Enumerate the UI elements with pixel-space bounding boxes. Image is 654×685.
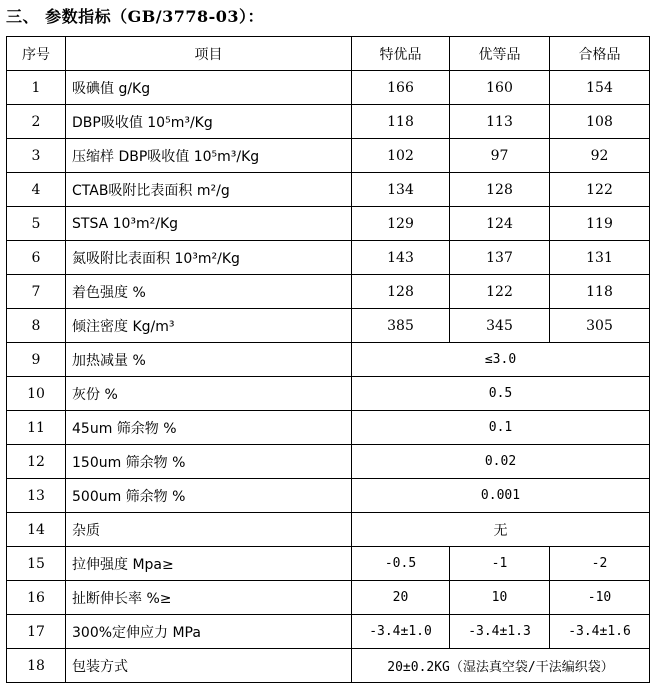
row-seq: 9 <box>7 343 66 377</box>
value-merged: 20±0.2KG（湿法真空袋/干法编织袋） <box>352 649 650 683</box>
value-qualified: 118 <box>550 275 650 309</box>
value-qualified: -2 <box>550 547 650 581</box>
value-superior: 137 <box>450 241 550 275</box>
row-item: 加热减量 % <box>66 343 352 377</box>
row-seq: 2 <box>7 105 66 139</box>
value-qualified: -3.4±1.6 <box>550 615 650 649</box>
table-row <box>7 343 650 377</box>
row-seq: 3 <box>7 139 66 173</box>
row-seq: 14 <box>7 513 66 547</box>
row-item: 倾注密度 Kg/m³ <box>66 309 352 343</box>
table-row <box>7 445 650 479</box>
row-seq: 12 <box>7 445 66 479</box>
value-premium: 118 <box>352 105 450 139</box>
table-row <box>7 377 650 411</box>
table-row <box>7 479 650 513</box>
value-premium: 134 <box>352 173 450 207</box>
row-item: 扯断伸长率 %≥ <box>66 581 352 615</box>
row-item: 压缩样 DBP吸收值 10⁵m³/Kg <box>66 139 352 173</box>
table-row <box>7 513 650 547</box>
value-premium: 128 <box>352 275 450 309</box>
value-premium: 385 <box>352 309 450 343</box>
value-qualified: 122 <box>550 173 650 207</box>
row-item: DBP吸收值 10⁵m³/Kg <box>66 105 352 139</box>
row-seq: 8 <box>7 309 66 343</box>
row-seq: 5 <box>7 207 66 241</box>
value-qualified: -10 <box>550 581 650 615</box>
value-premium: 166 <box>352 71 450 105</box>
row-seq: 6 <box>7 241 66 275</box>
row-seq: 13 <box>7 479 66 513</box>
value-premium: -0.5 <box>352 547 450 581</box>
section-heading: 三、 参数指标（GB/3778-03）： <box>6 7 265 26</box>
header-qualified-grade: 合格品 <box>550 37 650 71</box>
value-superior: 345 <box>450 309 550 343</box>
table-row <box>7 649 650 683</box>
table-row <box>7 71 650 105</box>
row-seq: 17 <box>7 615 66 649</box>
row-item: 包装方式 <box>66 649 352 683</box>
value-qualified: 92 <box>550 139 650 173</box>
row-item: CTAB吸附比表面积 m²/g <box>66 173 352 207</box>
table-row <box>7 173 650 207</box>
row-item: 吸碘值 g/Kg <box>66 71 352 105</box>
row-item: 灰份 % <box>66 377 352 411</box>
row-item: 杂质 <box>66 513 352 547</box>
value-qualified: 154 <box>550 71 650 105</box>
row-seq: 18 <box>7 649 66 683</box>
value-merged: 0.5 <box>352 377 650 411</box>
table-row <box>7 275 650 309</box>
header-row <box>7 37 650 71</box>
value-qualified: 108 <box>550 105 650 139</box>
table-row <box>7 105 650 139</box>
row-item: 氮吸附比表面积 10³m²/Kg <box>66 241 352 275</box>
row-seq: 1 <box>7 71 66 105</box>
value-superior: -3.4±1.3 <box>450 615 550 649</box>
table-row <box>7 309 650 343</box>
header-item: 项目 <box>66 37 352 71</box>
table-row <box>7 139 650 173</box>
value-merged: 0.02 <box>352 445 650 479</box>
value-superior: -1 <box>450 547 550 581</box>
value-merged: 0.1 <box>352 411 650 445</box>
table-row <box>7 615 650 649</box>
value-superior: 128 <box>450 173 550 207</box>
row-seq: 15 <box>7 547 66 581</box>
value-superior: 97 <box>450 139 550 173</box>
row-seq: 10 <box>7 377 66 411</box>
value-superior: 113 <box>450 105 550 139</box>
value-premium: -3.4±1.0 <box>352 615 450 649</box>
table-row <box>7 547 650 581</box>
value-qualified: 305 <box>550 309 650 343</box>
row-item: 45um 筛余物 % <box>66 411 352 445</box>
table-row <box>7 411 650 445</box>
row-item: STSA 10³m²/Kg <box>66 207 352 241</box>
value-superior: 122 <box>450 275 550 309</box>
row-seq: 4 <box>7 173 66 207</box>
table-row <box>7 241 650 275</box>
header-superior-grade: 优等品 <box>450 37 550 71</box>
value-merged: ≤3.0 <box>352 343 650 377</box>
row-item: 150um 筛余物 % <box>66 445 352 479</box>
row-item: 300%定伸应力 MPa <box>66 615 352 649</box>
value-premium: 20 <box>352 581 450 615</box>
header-premium-grade: 特优品 <box>352 37 450 71</box>
value-merged: 无 <box>352 513 650 547</box>
header-seq: 序号 <box>7 37 66 71</box>
value-superior: 10 <box>450 581 550 615</box>
spec-table <box>6 36 650 683</box>
value-premium: 129 <box>352 207 450 241</box>
row-item: 拉伸强度 Mpa≥ <box>66 547 352 581</box>
table-row <box>7 581 650 615</box>
table-row <box>7 207 650 241</box>
value-qualified: 131 <box>550 241 650 275</box>
row-seq: 7 <box>7 275 66 309</box>
value-premium: 102 <box>352 139 450 173</box>
value-premium: 143 <box>352 241 450 275</box>
value-qualified: 119 <box>550 207 650 241</box>
row-seq: 11 <box>7 411 66 445</box>
row-seq: 16 <box>7 581 66 615</box>
value-superior: 124 <box>450 207 550 241</box>
value-merged: 0.001 <box>352 479 650 513</box>
row-item: 着色强度 % <box>66 275 352 309</box>
value-superior: 160 <box>450 71 550 105</box>
row-item: 500um 筛余物 % <box>66 479 352 513</box>
